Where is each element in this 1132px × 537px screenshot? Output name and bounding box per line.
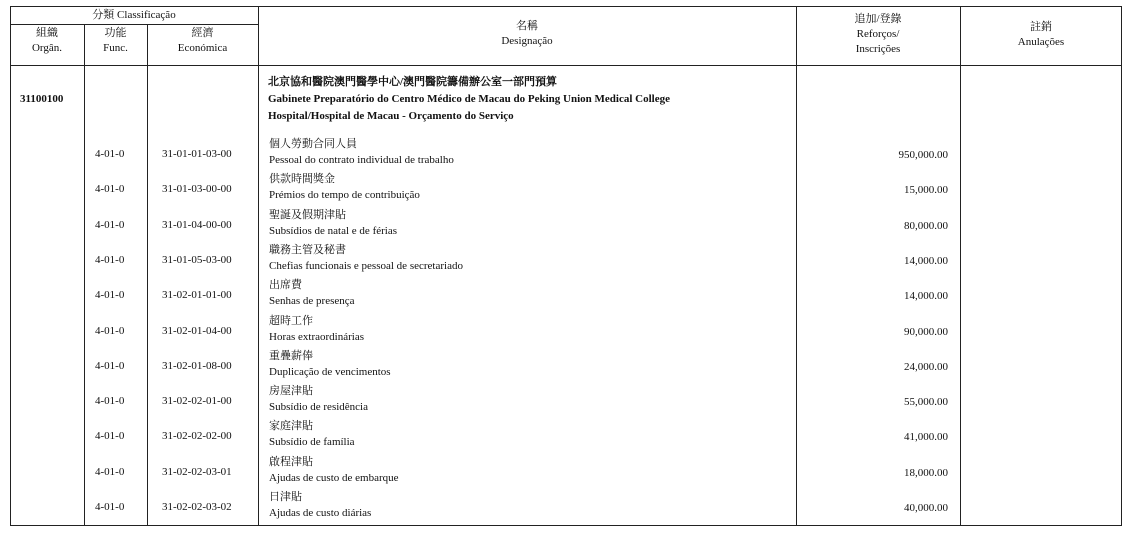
func-code: 4-01-0 [95, 218, 125, 231]
func-header [84, 26, 147, 56]
designation-pt: Subsídio de família [269, 436, 355, 449]
reinforcements-header-pt1: Reforços/ [856, 28, 900, 40]
amount: 41,000.00 [904, 431, 948, 444]
column-divider [258, 6, 259, 526]
designation-pt: Senhas de presença [269, 295, 355, 308]
designation [269, 489, 371, 521]
econ-header-pt: Económica [177, 42, 228, 54]
func-code: 4-01-0 [95, 289, 125, 302]
amount: 90,000.00 [904, 325, 948, 338]
designation-pt: Prémios do tempo de contribuição [269, 189, 420, 202]
econ-code: 31-02-01-01-00 [162, 289, 232, 302]
designation-zh: 啟程津貼 [269, 455, 313, 468]
designation [269, 171, 420, 203]
func-code: 4-01-0 [95, 324, 125, 337]
designation-zh: 職務主管及秘書 [269, 243, 346, 256]
service-title [268, 74, 670, 125]
func-code: 4-01-0 [95, 148, 125, 160]
amount: 24,000.00 [904, 360, 948, 373]
designation [269, 383, 368, 415]
annulments-header [960, 20, 1122, 50]
designation [269, 348, 391, 380]
func-header-zh: 功能 [104, 27, 127, 39]
service-title-pt1: Gabinete Preparatório do Centro Médico de Macau do Peking Union Medical College [268, 93, 670, 105]
designation-pt: Ajudas de custo diárias [269, 507, 372, 519]
designation [269, 454, 399, 486]
amount: 15,000.00 [904, 184, 948, 197]
designation-header-zh: 名稱 [516, 20, 538, 32]
amount: 14,000.00 [904, 290, 948, 303]
designation-zh: 聖誕及假期津貼 [269, 208, 346, 221]
amount: 14,000.00 [904, 254, 948, 267]
econ-code: 31-02-01-04-00 [162, 324, 232, 337]
econ-code: 31-02-02-02-00 [162, 430, 232, 443]
econ-code: 31-02-01-08-00 [162, 359, 232, 372]
func-code: 4-01-0 [95, 359, 125, 372]
econ-code: 31-02-02-03-02 [162, 501, 232, 513]
amount: 80,000.00 [904, 219, 948, 232]
designation [269, 313, 364, 345]
designation-zh: 日津貼 [269, 491, 302, 503]
designation [269, 277, 355, 309]
designation-pt: Chefias funcionais e pessoal de secretariado [269, 259, 463, 272]
designation-zh: 出席費 [269, 279, 302, 292]
designation-pt: Subsídios de natal e de férias [269, 224, 397, 237]
classification-header: 分類 Classificação [92, 9, 176, 21]
econ-header-zh: 經濟 [191, 27, 214, 39]
amount: 950,000.00 [898, 149, 948, 161]
organ-code: 31100100 [20, 93, 64, 105]
designation [269, 242, 463, 274]
designation-zh: 重疊薪俸 [269, 349, 313, 362]
designation [269, 207, 397, 239]
econ-header [147, 26, 258, 56]
func-code: 4-01-0 [95, 253, 125, 266]
designation-header-pt: Designação [501, 35, 553, 47]
designation-pt: Duplicação de vencimentos [269, 365, 391, 378]
column-divider [960, 6, 961, 526]
econ-code: 31-02-02-01-00 [162, 395, 232, 408]
designation-header [258, 19, 796, 49]
organ-header [10, 26, 84, 56]
amount: 55,000.00 [904, 396, 948, 409]
func-code: 4-01-0 [95, 465, 125, 478]
service-title-pt2: Hospital/Hospital de Macau - Orçamento do Serviço [268, 110, 514, 122]
budget-table [10, 6, 1122, 526]
organ-header-pt: Orgân. [31, 42, 63, 54]
designation-zh: 超時工作 [269, 314, 313, 327]
func-code: 4-01-0 [95, 430, 125, 443]
designation-zh: 個人勞動合同人員 [269, 138, 357, 150]
econ-code: 31-01-04-00-00 [162, 218, 232, 231]
econ-code: 31-01-03-00-00 [162, 183, 232, 196]
header-bottom-rule [10, 65, 1122, 66]
designation-zh: 供款時間獎金 [269, 173, 335, 186]
organ-header-zh: 組織 [36, 27, 58, 39]
designation-pt: Subsídio de residência [269, 401, 368, 414]
header-subdivider [10, 24, 258, 25]
designation-zh: 家庭津貼 [269, 420, 313, 433]
designation [269, 136, 454, 168]
reinforcements-header-zh: 追加/登錄 [854, 13, 902, 25]
func-code: 4-01-0 [95, 395, 125, 408]
service-title-zh: 北京協和醫院澳門醫學中心/澳門醫院籌備辦公室一部門預算 [268, 76, 558, 88]
designation-zh: 房屋津貼 [269, 385, 313, 398]
econ-code: 31-01-05-03-00 [162, 253, 232, 266]
designation [269, 418, 355, 450]
designation-pt: Pessoal do contrato individual de trabalho [269, 154, 454, 166]
reinforcements-header-pt2: Inscrições [855, 43, 901, 55]
func-code: 4-01-0 [95, 183, 125, 196]
func-header-pt: Func. [103, 42, 128, 54]
column-divider [84, 24, 85, 526]
econ-code: 31-02-02-03-01 [162, 465, 232, 478]
annulments-header-zh: 註銷 [1030, 21, 1052, 33]
reinforcements-header [796, 12, 960, 57]
designation-pt: Ajudas de custo de embarque [269, 471, 399, 484]
econ-code: 31-01-01-03-00 [162, 148, 232, 160]
amount: 18,000.00 [904, 466, 948, 479]
func-code: 4-01-0 [95, 501, 125, 513]
amount: 40,000.00 [904, 502, 948, 514]
designation-pt: Horas extraordinárias [269, 330, 364, 343]
annulments-header-pt: Anulações [1017, 36, 1065, 48]
column-divider [147, 24, 148, 526]
